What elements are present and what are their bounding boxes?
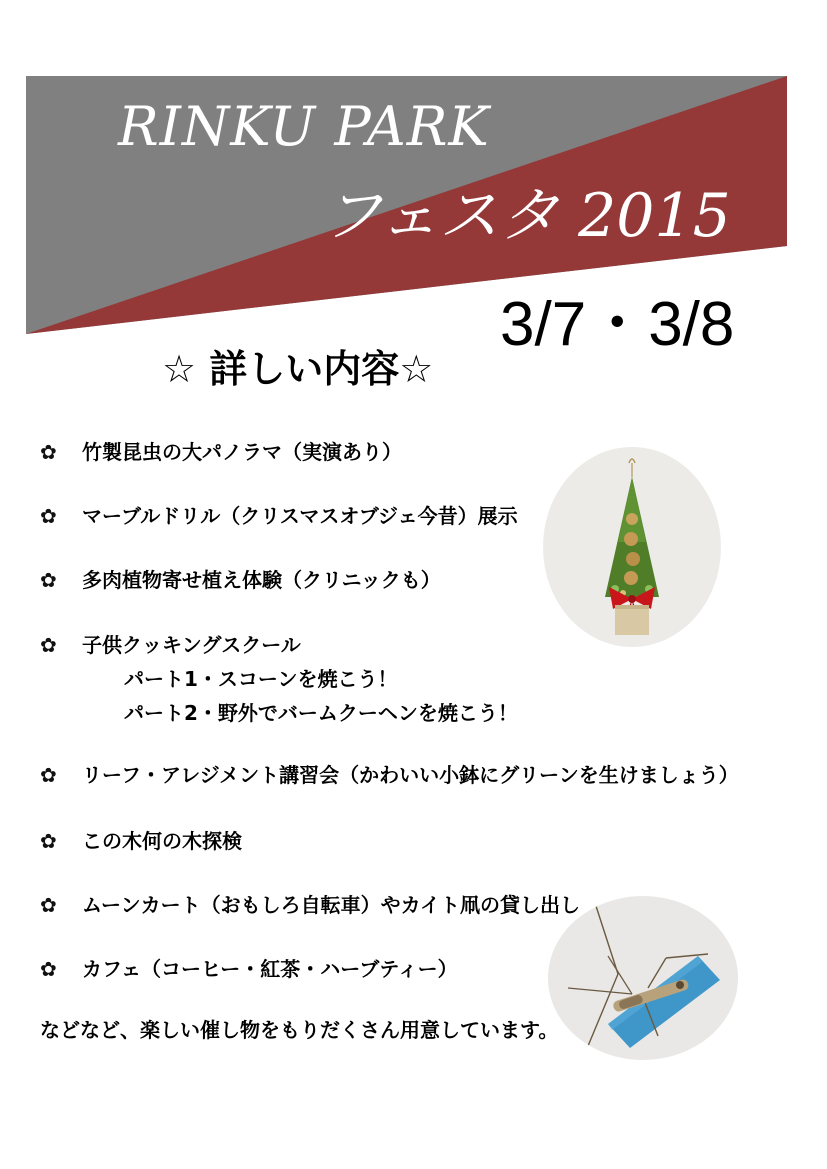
list-item	[40, 440, 402, 464]
section-heading-details: ☆ 詳しい内容☆	[162, 347, 434, 391]
list-item	[40, 568, 441, 592]
flower-bullet-icon: ✿	[40, 440, 57, 464]
list-item	[40, 829, 242, 853]
event-title-rinku-park: RINKU PARK	[118, 95, 490, 158]
flower-bullet-icon: ✿	[40, 829, 57, 853]
event-label: リーフ・アレジメント講習会（かわいい小鉢にグリーンを生けましょう）	[82, 763, 739, 787]
flower-bullet-icon: ✿	[40, 957, 57, 981]
list-item	[40, 957, 458, 981]
christmas-tree-image	[543, 447, 721, 647]
event-label: この木何の木探検	[82, 829, 242, 853]
event-title-festa: フェスタ 2015	[322, 181, 731, 251]
list-item	[40, 763, 739, 787]
event-label: カフェ（コーヒー・紅茶・ハーブティー）	[82, 957, 458, 981]
bamboo-insect-image	[548, 896, 738, 1060]
closing-text: などなど、楽しい催し物をもりだくさん用意しています。	[40, 1018, 559, 1042]
flower-bullet-icon: ✿	[40, 633, 57, 657]
event-label: マーブルドリル（クリスマスオブジェ今昔）展示	[82, 504, 518, 528]
event-label: ムーンカート（おもしろ自転車）やカイト凧の貸し出し	[82, 893, 580, 917]
event-label: 子供クッキングスクール	[82, 633, 301, 657]
list-item	[40, 633, 301, 657]
event-label: 多肉植物寄せ植え体験（クリニックも）	[82, 568, 441, 592]
event-dates: 3/7・3/8	[500, 290, 735, 359]
event-label: 竹製昆虫の大パノラマ（実演あり）	[82, 440, 402, 464]
bamboo-insect-photo	[548, 896, 738, 1060]
list-item	[40, 504, 518, 528]
cooking-part-1: パート1・スコーンを焼こう！	[124, 667, 398, 691]
flower-bullet-icon: ✿	[40, 504, 57, 528]
cooking-part-2: パート2・野外でバームクーヘンを焼こう！	[124, 701, 518, 725]
christmas-tree-photo	[543, 447, 721, 647]
flower-bullet-icon: ✿	[40, 763, 57, 787]
flower-bullet-icon: ✿	[40, 568, 57, 592]
flower-bullet-icon: ✿	[40, 893, 57, 917]
list-item	[40, 893, 580, 917]
